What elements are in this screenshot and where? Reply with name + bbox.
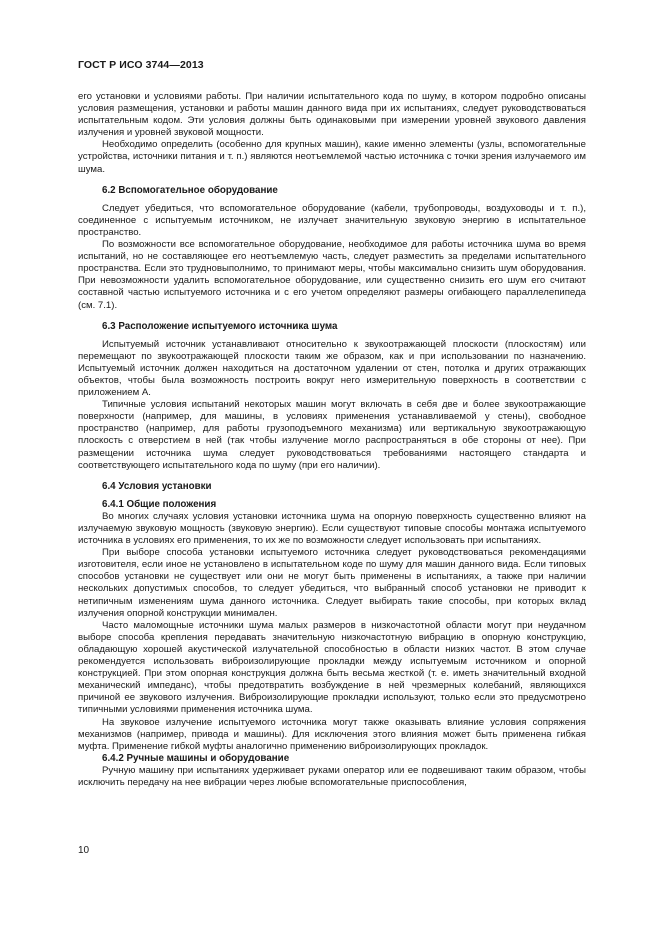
paragraph: На звуковое излучение испытуемого источника могут также оказывать влияние условия сопряжения механизмов (например, привода и машины). Для исключения этого влияния может быть применена гибкая муфта. Применение гибкой муфты аналогично применению виброизолирующих прокладок. — [78, 716, 586, 752]
paragraph: его установки и условиями работы. При наличии испытательного кода по шуму, в котором подробно описаны условия размещения, установки и работы машин данного вида при их испытаниях, следует руководствоваться испытательным кодом. Эти условия должны быть одинаковыми при измерении уровней звукового давления излучения и уровней звуковой мощности. — [78, 91, 586, 139]
paragraph: Необходимо определить (особенно для крупных машин), какие именно элементы (узлы, вспомогательные устройства, источники питания и т. п.) являются неотъемлемой частью источника с точки зрения излучаемого им шума. — [78, 139, 586, 175]
section-heading-6-2: 6.2 Вспомогательное оборудование — [102, 184, 278, 196]
paragraph: Часто маломощные источники шума малых размеров в низкочастотной области могут при неудачном выборе способа крепления передавать значительную низкочастотную вибрацию в опорную конструкцию, обладающую хорошей акустической излучательной способностью в области низких частот. В этом случае рекомендуется использовать виброизолирующие прокладки между испытуемым источником и опорной конструкцией. При этом опорная конструкция должна быть весьма жесткой (т. е. иметь значительный входной механический импеданс), чтобы предотвратить возбуждение в ней чрезмерных колебаний, являющихся причиной ее звукового излучения. Виброизолирующие прокладки используют, только если это предусмотрено типичными условиями применения источника шума. — [78, 619, 586, 716]
page-number: 10 — [78, 845, 90, 856]
section-heading-6-3: 6.3 Расположение испытуемого источника шума — [102, 320, 338, 332]
body-text — [78, 91, 586, 789]
paragraph: Испытуемый источник устанавливают относительно к звукоотражающей плоскости (плоскостям) или перемещают по звукоотражающей плоскости таким же образом, как и при использовании по назначению. Испытуемый источник должен находиться на достаточном удалении от стен, потолка и других отражающих объектов, чтобы была возможность построить вокруг него измерительную поверхность в соответствии с приложением А. — [78, 338, 586, 399]
paragraph: Типичные условия испытаний некоторых машин могут включать в себя две и более звукоотражающие поверхности (например, для машины, в условиях применения устанавливаемой у стены), свободное пространство (например, для работы грузоподъемного механизма) или вертикальную звукоотражающую плоскость с отверстием в ней (так чтобы излучение могло распространяться в обе стороны от нее). При размещении источника шума следует руководствоваться требованиями настоящего стандарта и соответствующего испытательного кода по шуму (при его наличии). — [78, 399, 586, 471]
paragraph: При выборе способа установки испытуемого источника следует руководствоваться рекомендациями изготовителя, если иное не установлено в испытательном коде по шуму для машин данного вида. Если типовых способов установки не существует или они не могут быть применены в испытаниях, а также при наличии нескольких допустимых способов, то следует убедиться, что выбранный способ установки не приводит к нетипичным изменениям шума данного источника. Следует выбирать такие способы, при которых вклад излучения опорной конструкции минимален. — [78, 547, 586, 619]
subsection-heading-6-4-2: 6.4.2 Ручные машины и оборудование — [102, 752, 290, 764]
paragraph: Во многих случаях условия установки источника шума на опорную поверхность существенно влияют на излучаемую звуковую мощность (звуковую энергию). Если существуют типовые способы монтажа испытуемого источника в условиях его применения, то их же по возможности следует использовать при испытаниях. — [78, 510, 586, 547]
running-header: ГОСТ Р ИСО 3744—2013 — [78, 59, 204, 71]
paragraph: Следует убедиться, что вспомогательное оборудование (кабели, трубопроводы, воздуховоды и т. п.), соединенное с испытуемым источником, не излучает значительную звуковую энергию в испытательное пространство. — [78, 202, 586, 238]
subsection-heading-6-4-1: 6.4.1 Общие положения — [102, 498, 217, 510]
paragraph: Ручную машину при испытаниях удерживает руками оператор или ее подвешивают таким образом, чтобы исключить передачу на нее вибрации через любые вспомогательные приспособления, — [78, 764, 586, 788]
section-heading-6-4: 6.4 Условия установки — [102, 480, 212, 492]
paragraph: По возможности все вспомогательное оборудование, необходимое для работы источника шума во время испытаний, но не составляющее его неотъемлемую часть, следует разместить за пределами испытательного пространства. Если это трудновыполнимо, то принимают меры, чтобы максимально снизить шум оборудования. При невозможности удалить вспомогательное оборудование, или существенно снизить его шум его считают составной частью испытуемого источника и с его учетом определяют размеры огибающего параллелепипеда (см. 7.1). — [78, 239, 586, 311]
